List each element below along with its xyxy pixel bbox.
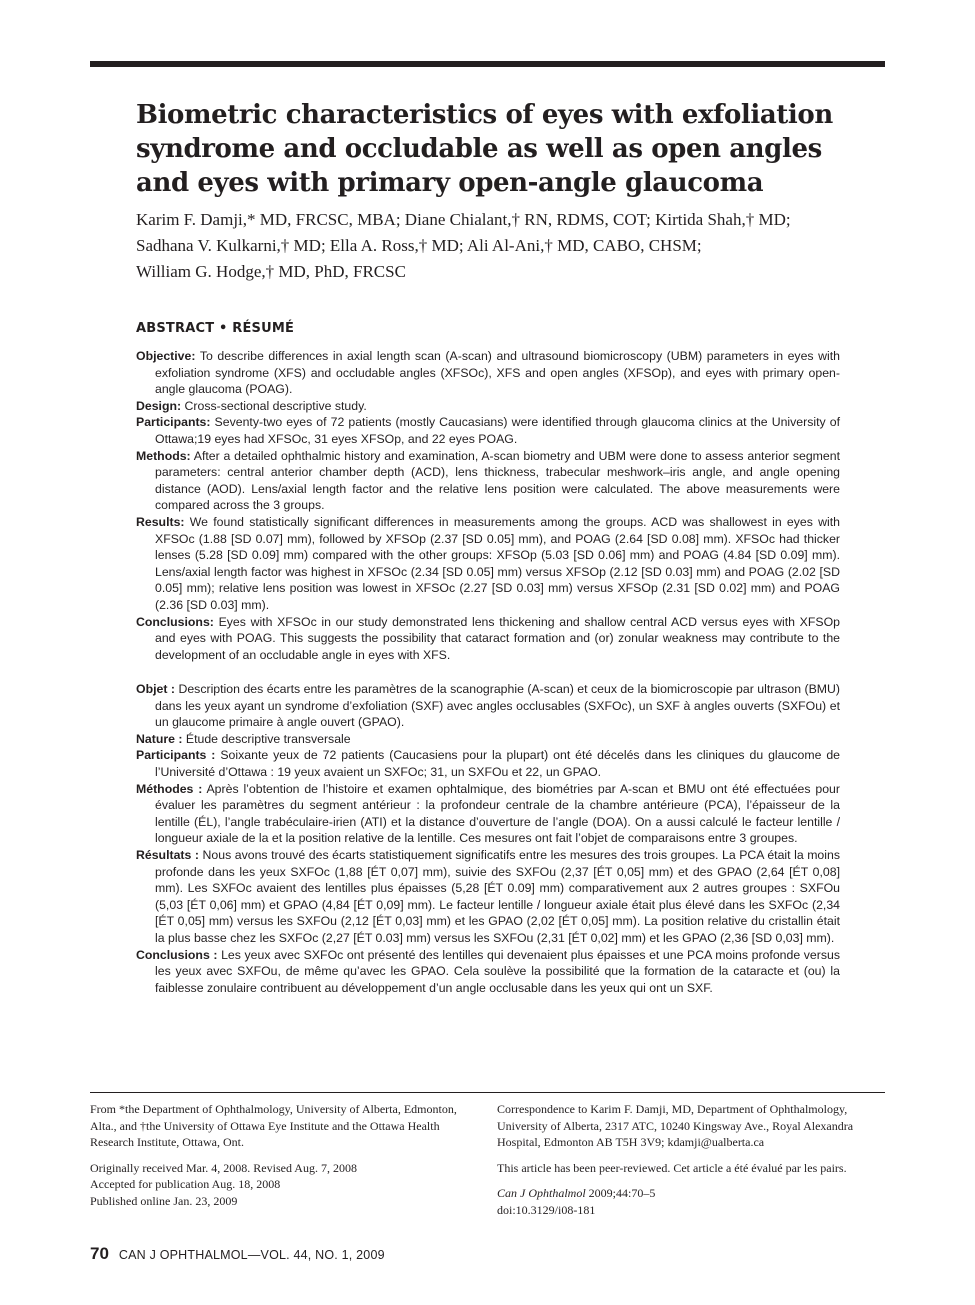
abstract-section [136,614,840,664]
abstract-section [136,348,840,398]
citation [497,1185,885,1202]
author-line: Sadhana V. Kulkarni,† MD; Ella A. Ross,† MD; Ali Al-Ani,† MD, CABO, CHSM; [136,236,702,255]
section-label: Conclusions : [136,947,218,962]
affiliation-text: From *the Department of Ophthalmology, University of Alberta, Edmonton, Alta., and †the University of Ottawa Eye Institute and the Ottawa Health Research Institute, Ottawa, Ont. [90,1102,457,1149]
doi: doi:10.3129/i08-181 [497,1202,596,1217]
section-text: Cross-sectional descriptive study. [184,398,367,413]
section-text: Description des écarts entre les paramètres de la scanographie (A-scan) et ceux de la biomicroscopie par ultrason (BMU) dans les yeux ayant un syndrome d’exfoliation (SXF) avec angles occlusables (SXFOc), un SXF à angles ouverts (SXFOu) et un glaucome primaire à angle ouvert (GPAO). [155,682,840,730]
abstract-section [136,747,840,780]
header-rule [90,61,885,67]
abstract-section [136,781,840,847]
section-label: Results: [136,514,185,529]
history-line: Accepted for publication Aug. 18, 2008 [90,1177,281,1191]
section-label: Design: [136,398,182,413]
section-text: Les yeux avec SXFOc ont présenté des lentilles qui devenaient plus épaisses et une PCA moins profonde versus les yeux avec SXFOu, de même qu’avec les GPAO. Cela soulève la possibilité que la formation de la cataracte et (ou) la faiblesse zonulaire contribuent au développement d’un angle occlusable dans les yeux qui ont un SXF. [155,947,840,995]
section-text: Nous avons trouvé des écarts statistiquement significatifs entre les mesures des trois groupes. La PCA était la moins profonde dans les yeux SXFOc (1,88 [ÉT 0,07] mm), suivie des SXFOu (2,37 [ÉT 0,05] mm) et des GPAO (2,64 [ÉT 0,08] mm). Les SXFOc avaient des lentilles plus épaisses (5,28 [ÉT 0.09] mm) comparativement aux 2 autres groupes : SXFOu (5,03 [ÉT 0,06] mm) et GPAO (4,84 [ÉT 0,09] mm). Le facteur lentille / longueur axiale était plus élevé dans les SXFOc (2,34 [ÉT 0,05] mm) versus les SXFOu (2,12 [ÉT 0,03] mm) et les GPAO (2,02 [ÉT 0,05] mm). La position relative du cristallin était la plus basse chez les SXFOc (2,27 [ÉT 0.03] mm) versus les SXFOu (2,31 [ÉT 0,02] mm) et les GPAO (2,36 [SD 0,03] mm). [155,847,840,945]
section-label: Résultats : [136,847,199,862]
section-text: We found statistically significant differences in measurements among the groups. ACD was shallowest in eyes with XFSOc (1.88 [SD 0.07] mm), followed by XFSOp (2.37 [SD 0.05] mm), and POAG (2.64 [SD 0.08] mm). XFSOc had thicker lenses (5.28 [SD 0.09] mm) compared with the other groups: XFSOp (5.03 [SD 0.06] mm) and POAG (4.84 [SD 0.09] mm). Lens/axial length factor was highest in XFSOc (2.34 [SD 0.05] mm) versus XFSOp (2.12 [SD 0.03] mm) and POAG (2.02 [SD 0.05] mm); relative lens position was lowest in XFSOc (2.27 [SD 0.03] mm) versus XFSOp (2.31 [SD 0.02] mm) and POAG (2.36 [SD 0.03] mm). [155,514,841,612]
title-line: Biometric characteristics of eyes with exfoliation [136,100,833,130]
abstract-heading: ABSTRACT • RÉSUMÉ [136,321,295,336]
abstract-section [136,514,840,614]
abstract-section [136,681,840,731]
citation-ref: 2009;44:70–5 [585,1186,656,1200]
title-line: syndrome and occludable as well as open angles [136,134,822,164]
author-line: Karim F. Damji,* MD, FRCSC, MBA; Diane Chialant,† RN, RDMS, COT; Kirtida Shah,† MD; [136,210,791,229]
section-label: Participants : [136,748,216,763]
abstract-french [136,681,840,996]
section-label: Méthodes : [136,781,203,796]
peer-review-note: This article has been peer-reviewed. Cet article a été évalué par les pairs. [497,1160,847,1175]
abstract-section [136,731,840,748]
section-label: Nature : [136,731,183,746]
section-text: Étude descriptive transversale [185,731,351,746]
section-label: Conclusions: [136,614,214,629]
section-text: To describe differences in axial length scan (A-scan) and ultrasound biomicroscopy (UBM) parameters in eyes with exfoliation syndrome (XFS) and occludable angles (XFSOc), XFS and open angles (XFSOp), and eyes with primary open-angle glaucoma (POAG). [155,349,840,397]
author-line: William G. Hodge,† MD, PhD, FRCSC [136,262,406,281]
citation-journal: Can J Ophthalmol [497,1186,586,1200]
author-list [136,207,856,285]
page-number: 70 [90,1244,109,1263]
history-line: Originally received Mar. 4, 2008. Revised Aug. 7, 2008 [90,1160,357,1175]
abstract-english [136,348,840,663]
page-footer [90,1244,385,1264]
journal-footer: CAN J OPHTHALMOL—VOL. 44, NO. 1, 2009 [118,1248,385,1262]
section-label: Objet : [136,682,175,696]
footnote-affiliations [90,1101,460,1218]
publication-history [90,1160,460,1210]
footnote-rule [90,1092,885,1093]
abstract-section [136,414,840,447]
article-title [136,98,836,200]
section-text: Seventy-two eyes of 72 patients (mostly Caucasians) were identified through glaucoma clinics at the University of Ottawa;19 eyes had XFSOc, 31 eyes XFSOp, and 22 eyes POAG. [155,415,840,446]
section-text: Après l’obtention de l’histoire et examen ophtalmique, des biométries par A-scan et BMU ont été effectuées pour évaluer les paramètres du segment antérieur : la profondeur centrale de la chambre antérieure (PCA), l’épaisseur de la lentille (ÉL), l’angle trabéculaire-irien (ATI) et la distance d’ouverture de l’angle (DOA). On a aussi calculé le facteur lentille / longueur axiale de la et la position relative de la lentille. Ces mesures ont fait l’objet de comparaisons entre 3 groupes. [155,781,840,846]
history-line: Published online Jan. 23, 2009 [90,1193,238,1208]
title-line: and eyes with primary open-angle glaucoma [136,168,764,198]
section-label: Methods: [136,448,191,463]
abstract-section [136,448,840,514]
section-label: Participants: [136,415,211,430]
section-text: Soixante yeux de 72 patients (Caucasiens pour la plupart) ont été décelés dans les cliniques du glaucome de l’Université d’Ottawa : 19 yeux avaient un SXFOc; 31, un SXFOu et 22, un GPAO. [155,748,841,779]
correspondence-text: Correspondence to Karim F. Damji, MD, Department of Ophthalmology, University of Alberta, 2317 ATC, 10240 Kingsway Ave., Royal Alexandra Hospital, Edmonton AB T5H 3V9; kdamji@ualberta.ca [497,1102,854,1149]
section-text: Eyes with XFSOc in our study demonstrated lens thickening and shallow central ACD versus eyes with XFSOp and eyes with POAG. This suggests the possibility that cataract formation and (or) zonular weakness may contribute to the development of an occludable angle in eyes with XFS. [155,614,840,662]
section-label: Objective: [136,349,196,363]
abstract-section [136,947,840,997]
footnote-correspondence [497,1101,885,1227]
abstract-section [136,398,840,415]
section-text: After a detailed ophthalmic history and examination, A-scan biometry and UBM were done to assess anterior segment parameters: central anterior chamber depth (ACD), lens thickness, trabecular meshwork–iris angle, and angle opening distance (AOD). Lens/axial length factor and the relative lens position were calculated. The above measurements were compared across the 3 groups. [155,448,840,513]
abstract-section [136,847,840,947]
